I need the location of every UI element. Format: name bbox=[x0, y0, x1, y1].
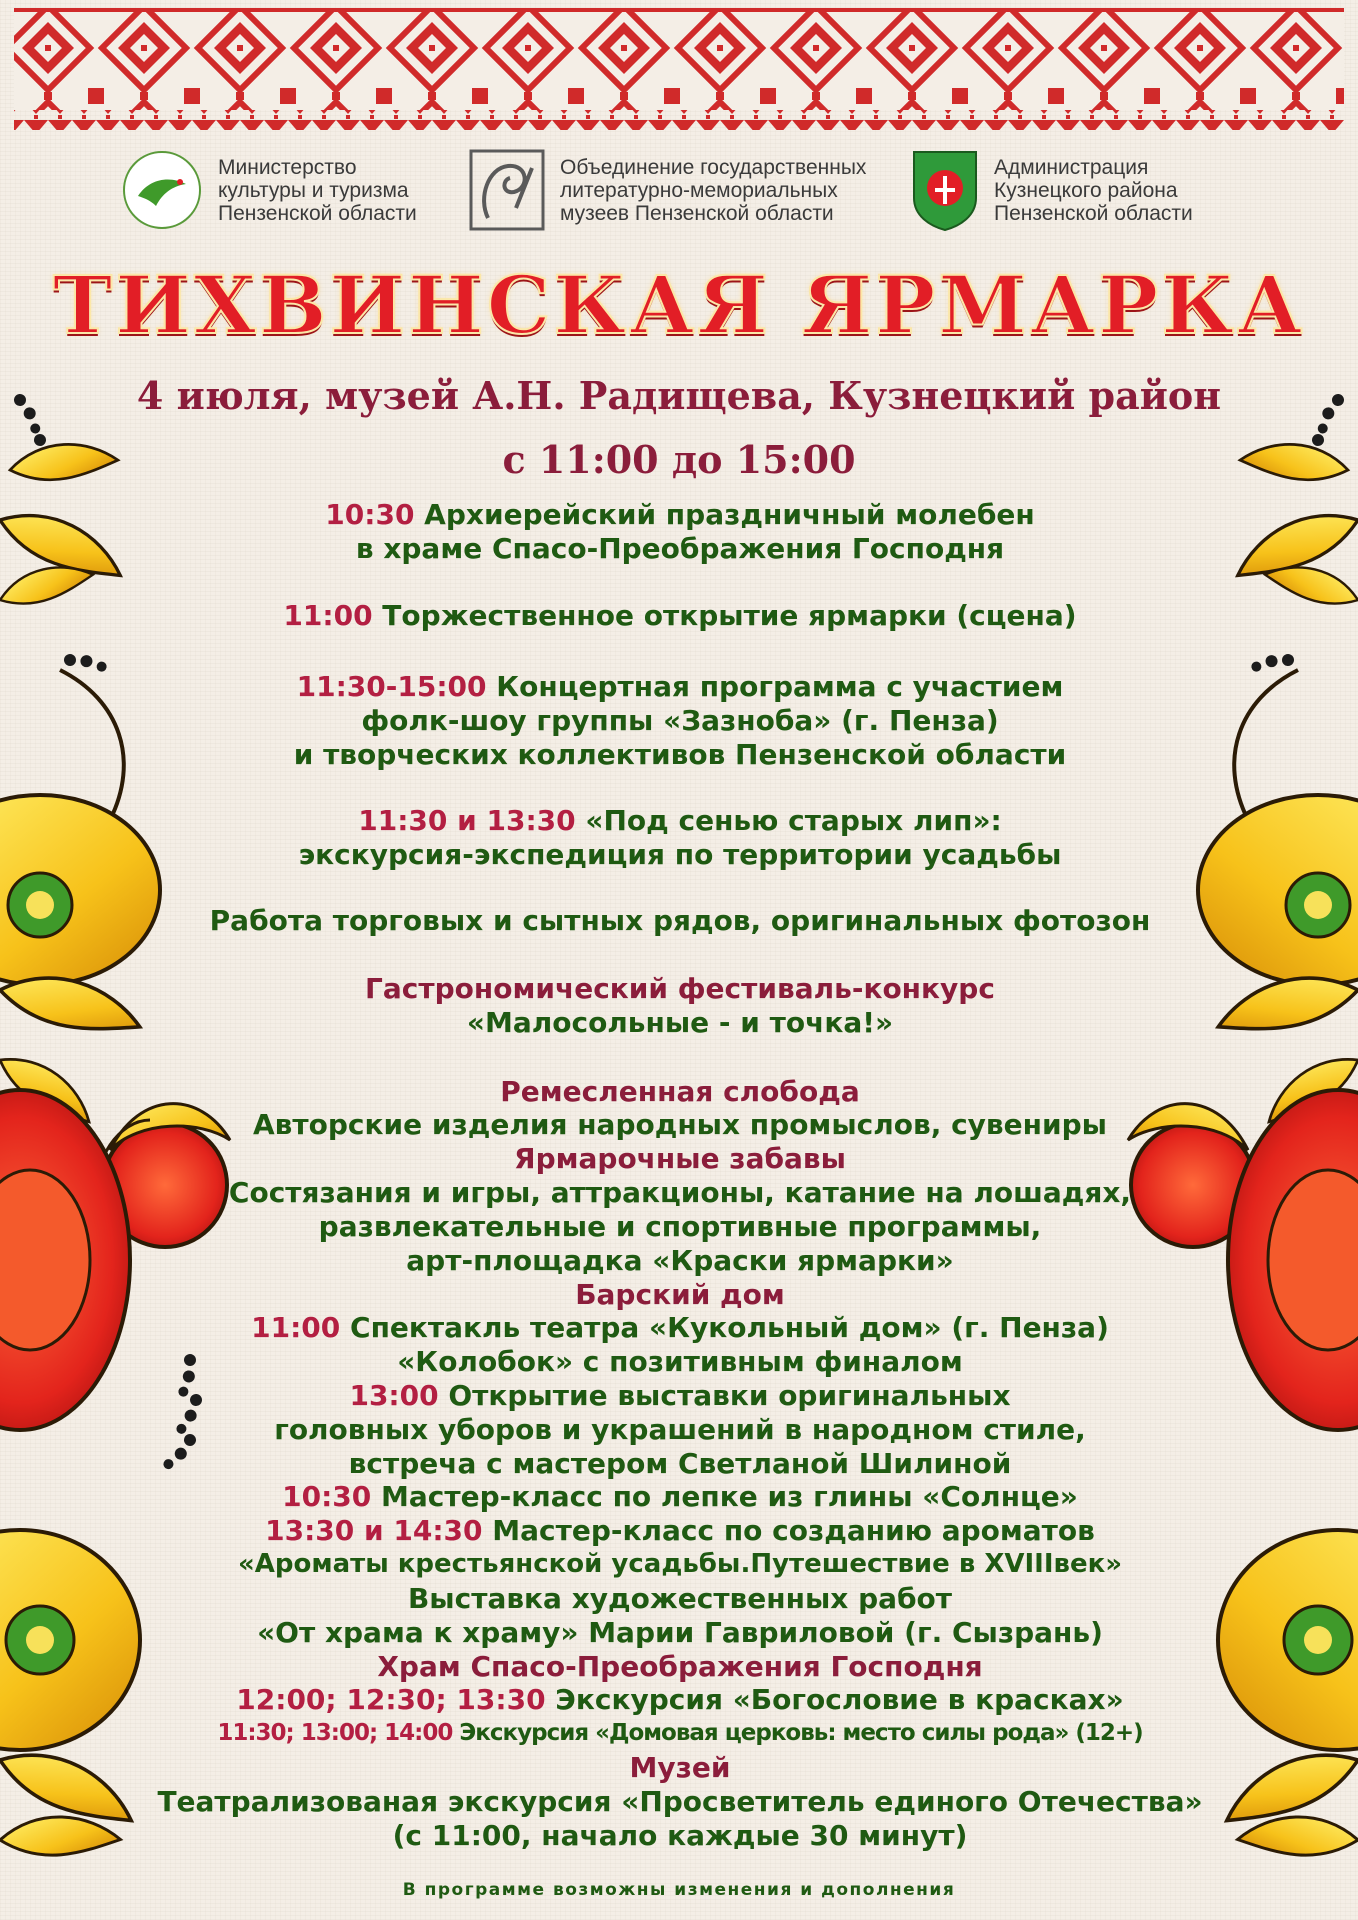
program-line: 11:30 и 13:30 «Под сенью старых лип»: bbox=[358, 804, 1002, 837]
program-line: 11:30-15:00 Концертная программа с участием bbox=[296, 670, 1064, 703]
program-line: 11:00 Спектакль театра «Кукольный дом» (г. Пенза) bbox=[251, 1311, 1109, 1344]
program-line: 13:00 Открытие выставки оригинальных bbox=[349, 1379, 1011, 1412]
section-heading: Барский дом bbox=[575, 1278, 785, 1311]
program-line: арт-площадка «Краски ярмарки» bbox=[406, 1244, 954, 1277]
program-line: «Колобок» с позитивным финалом bbox=[397, 1345, 963, 1378]
program-line: 10:30 Мастер-класс по лепке из глины «Солнце» bbox=[282, 1480, 1078, 1513]
embroidery-ornament-border bbox=[0, 0, 1358, 140]
museum-union-name: Объединение государственных литературно-мемориальных музеев Пензенской области bbox=[560, 155, 867, 225]
fair-title: ТИХВИНСКАЯ ЯРМАРКА bbox=[52, 258, 1306, 352]
partner-logos bbox=[120, 148, 1250, 258]
district-administration-name: Администрация Кузнецкого района Пензенской области bbox=[994, 155, 1193, 225]
program-line: 11:00 Торжественное открытие ярмарки (сцена) bbox=[283, 599, 1077, 632]
program-line: 13:30 и 14:30 Мастер-класс по созданию ароматов bbox=[265, 1514, 1095, 1547]
event-hours: с 11:00 до 15:00 bbox=[502, 437, 856, 482]
program-line: Театрализованая экскурсия «Просветитель единого Отечества» bbox=[157, 1785, 1203, 1818]
program-line: развлекательные и спортивные программы, bbox=[318, 1210, 1042, 1243]
program-line: головных уборов и украшений в народном стиле, bbox=[274, 1413, 1086, 1446]
program-line: Выставка художественных работ bbox=[407, 1582, 953, 1615]
program-line: «Ароматы крестьянской усадьбы.Путешествие в XVIIIвек» bbox=[237, 1549, 1123, 1579]
section-heading: Храм Спасо-Преображения Господня bbox=[377, 1650, 983, 1683]
program-line: «От храма к храму» Марии Гавриловой (г. Сызрань) bbox=[257, 1616, 1103, 1649]
section-heading: Ярмарочные забавы bbox=[514, 1142, 846, 1175]
program-line: Состязания и игры, аттракционы, катание на лошадях, bbox=[228, 1176, 1132, 1209]
program-line: экскурсия-экспедиция по территории усадьбы bbox=[298, 838, 1062, 871]
event-date-location: 4 июля, музей А.Н. Радищева, Кузнецкий район bbox=[136, 373, 1222, 418]
ministry-logo-block bbox=[120, 148, 417, 232]
section-heading: Ремесленная слобода bbox=[500, 1075, 860, 1108]
ministry-bird-icon bbox=[120, 148, 204, 232]
museum-emblem-icon bbox=[468, 148, 546, 232]
district-coat-of-arms-icon bbox=[910, 148, 980, 232]
program-line: встреча с мастером Светланой Шилиной bbox=[348, 1447, 1012, 1480]
footer-note: В программе возможны изменения и дополнения bbox=[402, 1880, 956, 1900]
ministry-name: Министерство культуры и туризма Пензенской области bbox=[218, 155, 417, 225]
section-heading: Гастрономический фестиваль-конкурс bbox=[365, 972, 995, 1005]
program-line: 11:30; 13:00; 14:00 Экскурсия «Домовая церковь: место силы рода» (12+) bbox=[217, 1720, 1143, 1746]
program-line: Работа торговых и сытных рядов, оригинальных фотозон bbox=[209, 904, 1151, 937]
program-line: в храме Спасо-Преображения Господня bbox=[355, 532, 1005, 565]
program-line: 12:00; 12:30; 13:30 Экскурсия «Богословие в красках» bbox=[236, 1683, 1124, 1716]
program-line: «Малосольные - и точка!» bbox=[466, 1006, 894, 1039]
section-heading: Музей bbox=[629, 1751, 731, 1784]
program-line: (с 11:00, начало каждые 30 минут) bbox=[392, 1819, 968, 1852]
museum-logo-block bbox=[468, 148, 866, 232]
program-line: и творческих коллективов Пензенской области bbox=[293, 738, 1067, 771]
program-line: 10:30 Архиерейский праздничный молебен bbox=[325, 498, 1035, 531]
program-line: фолк-шоу группы «Зазноба» (г. Пенза) bbox=[361, 704, 999, 737]
program-line: Авторские изделия народных промыслов, сувениры bbox=[253, 1108, 1107, 1141]
district-logo-block bbox=[910, 148, 1193, 232]
